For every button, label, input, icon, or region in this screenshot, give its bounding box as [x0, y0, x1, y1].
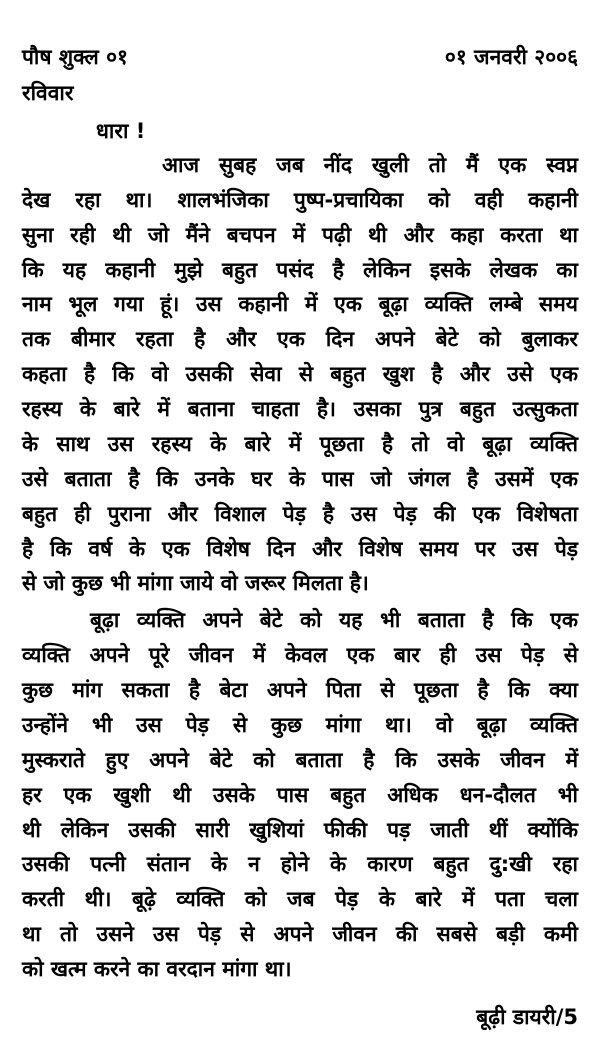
page-signature: बूढ़ी डायरी/5: [476, 1005, 578, 1029]
text-line: उसकी पत्नी संतान के न होने के कारण बहुत दु:खी रहा: [22, 852, 578, 876]
date-label: ०१ जनवरी २००६: [444, 45, 578, 69]
text-line: थी लेकिन उसकी सारी खुशियां फीकी पड़ जाती थीं क्योंकि: [22, 818, 578, 842]
text-line: देख रहा था। शालभंजिका पुष्प-प्रचायिका को वही कहानी: [22, 188, 578, 212]
text-line: बूढ़ा व्यक्ति अपने बेटे को यह भी बताता है कि एक: [90, 608, 578, 632]
text-line: रहस्य के बारे में बताना चाहता है। उसका पुत्र बहुत उत्सुकता: [22, 397, 578, 421]
text-line: नाम भूल गया हूं। उस कहानी में एक बूढ़ा व्यक्ति लम्बे समय: [22, 292, 578, 316]
text-line: मुस्कराते हुए अपने बेटे को बताता है कि उसके जीवन में: [22, 748, 578, 772]
text-line: के साथ उस रहस्य के बारे में पूछता है तो वो बूढ़ा व्यक्ति: [22, 432, 578, 456]
text-line: है कि वर्ष के एक विशेष दिन और विशेष समय पर उस पेड़: [22, 537, 578, 561]
weekday-label: रविवार: [22, 81, 74, 105]
text-line: आज सुबह जब नींद खुली तो मैं एक स्वप्न: [162, 153, 578, 177]
text-line: व्यक्ति अपने पूरे जीवन में केवल एक बार ही उस पेड़ से: [22, 643, 578, 667]
text-line: हर एक खुशी थी उसके पास बहुत अधिक धन-दौलत भी: [22, 783, 578, 807]
text-line: उसे बताता है कि उनके घर के पास जो जंगल है उसमें एक: [22, 467, 578, 491]
text-line: तक बीमार रहता है और एक दिन अपने बेटे को बुलाकर: [22, 327, 578, 351]
text-line: था तो उसने उस पेड़ से अपने जीवन की सबसे बड़ी कमी: [22, 922, 578, 946]
salutation: धारा !: [96, 119, 146, 143]
diary-header: [22, 42, 578, 72]
text-line: कि यह कहानी मुझे बहुत पसंद है लेकिन इसके लेखक का: [22, 258, 578, 282]
text-line: सुना रही थी जो मैंने बचपन में पढ़ी थी और कहा करता था: [22, 223, 578, 247]
text-line: कहता है कि वो उसकी सेवा से बहुत खुश है और उसे एक: [22, 362, 578, 386]
text-line: से जो कुछ भी मांगा जाये वो जरूर मिलता है।: [22, 571, 369, 595]
text-line: कुछ मांग सकता है बेटा अपने पिता से पूछता है कि क्या: [22, 678, 578, 702]
text-line: करती थी। बूढ़े व्यक्ति को जब पेड़ के बारे में पता चला: [22, 887, 578, 911]
text-line: बहुत ही पुराना और विशाल पेड़ है उस पेड़ की एक विशेषता: [22, 502, 578, 526]
text-line: उन्होंने भी उस पेड़ से कुछ मांगा था। वो बूढ़ा व्यक्ति: [22, 713, 578, 737]
text-line: को खत्म करने का वरदान मांगा था।: [22, 957, 292, 981]
tithi-label: पौष शुक्ल ०१: [22, 45, 128, 69]
